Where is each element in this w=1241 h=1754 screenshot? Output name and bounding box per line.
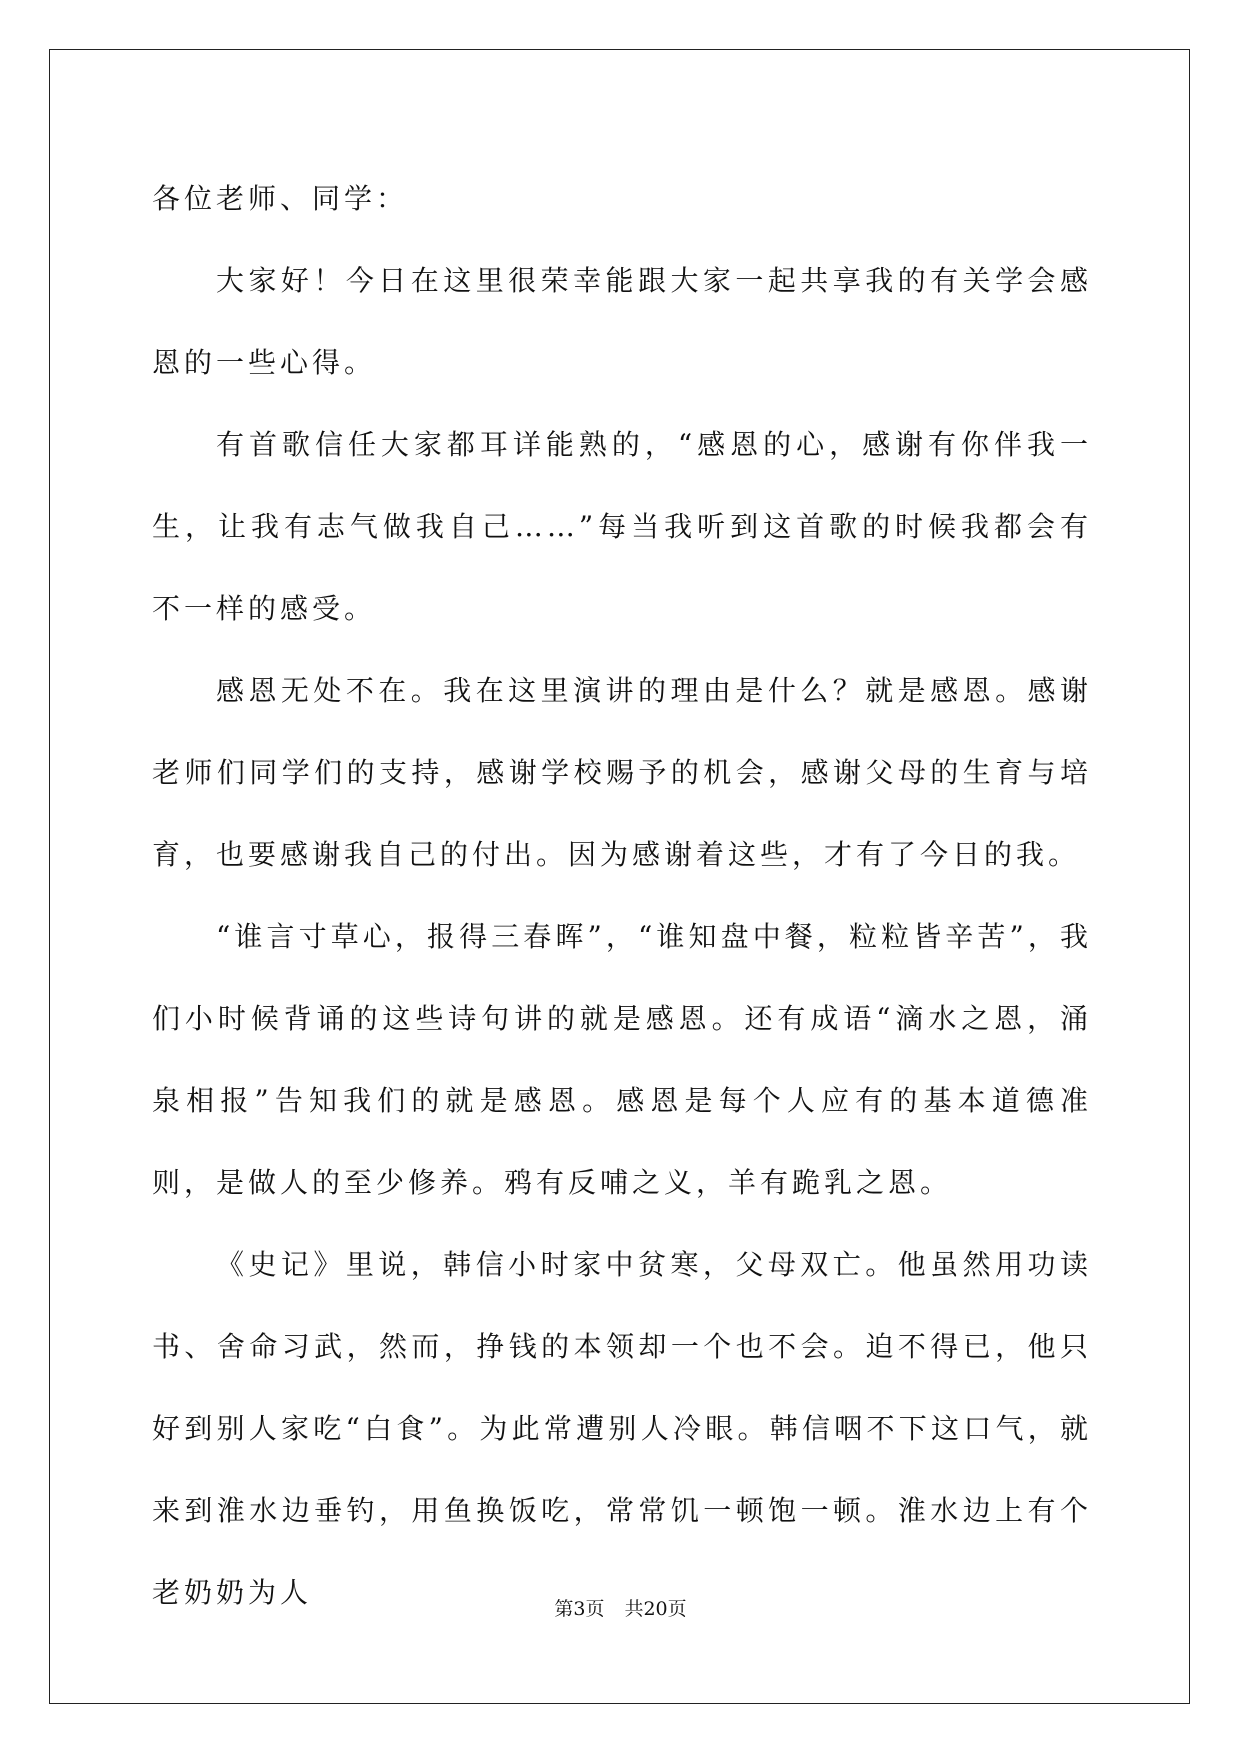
paragraph-salutation: 各位老师、同学： — [152, 182, 409, 215]
page-footer — [0, 1594, 1241, 1621]
page-total: 共20页 — [624, 1598, 687, 1620]
paragraph-song: 有首歌信任大家都耳详能熟的，“感恩的心，感谢有你伴我一生，让我有志气做我自己……”每当我听到这首歌的时候我都会有不一样的感受。 — [152, 428, 1092, 625]
document-body — [152, 158, 1092, 1634]
paragraph-poems: “谁言寸草心，报得三春晖”，“谁知盘中餐，粒粒皆辛苦”，我们小时候背诵的这些诗句讲的就是感恩。还有成语“滴水之恩，涌泉相报”告知我们的就是感恩。感恩是每个人应有的基本道德准则，是做人的至少修养。鸦有反哺之义，羊有跪乳之恩。 — [152, 920, 1092, 1199]
paragraph-shiji: 《史记》里说，韩信小时家中贫寒，父母双亡。他虽然用功读书、舍命习武，然而，挣钱的本领却一个也不会。迫不得已，他只好到别人家吃“白食”。为此常遭别人冷眼。韩信咽不下这口气，就来到淮水边垂钓，用鱼换饭吃，常常饥一顿饱一顿。淮水边上有个老奶奶为人 — [152, 1248, 1092, 1609]
page-number: 第3页 — [554, 1598, 605, 1620]
paragraph-gratitude: 感恩无处不在。我在这里演讲的理由是什么？就是感恩。感谢老师们同学们的支持，感谢学校赐予的机会，感谢父母的生育与培育，也要感谢我自己的付出。因为感谢着这些，才有了今日的我。 — [152, 674, 1092, 871]
paragraph-greeting: 大家好！今日在这里很荣幸能跟大家一起共享我的有关学会感恩的一些心得。 — [152, 264, 1092, 379]
